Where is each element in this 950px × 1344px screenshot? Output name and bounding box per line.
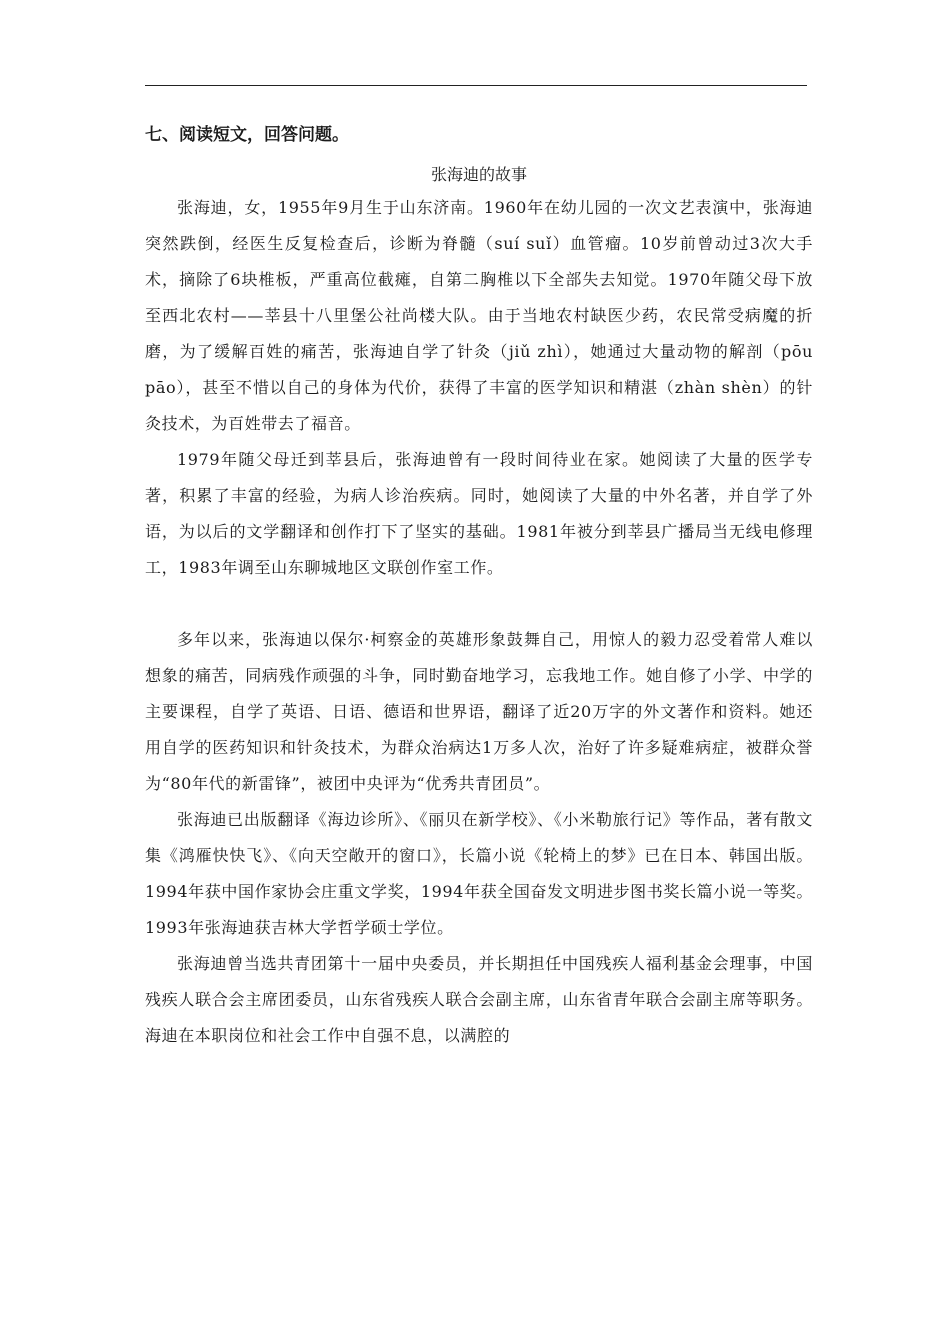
story-paragraph: 张海迪，女，1955年9月生于山东济南。1960年在幼儿园的一次文艺表演中，张海迪突然跌倒，经医生反复检查后，诊断为脊髓（suí suǐ）血管瘤。10岁前曾动过3次大手术，摘除了6块椎板，严重高位截瘫，自第二胸椎以下全部失去知觉。1970年随父母下放至西北农村——莘县十八里堡公社尚楼大队。由于当地农村缺医少药，农民常受病魔的折磨，为了缓解百姓的痛苦，张海迪自学了针灸（jiǔ zhì），她通过大量动物的解剖（pōu pāo），甚至不惜以自己的身体为代价，获得了丰富的医学知识和精湛（zhàn shèn）的针灸技术，为百姓带去了福音。: [145, 198, 813, 433]
story-paragraph: 张海迪曾当选共青团第十一届中央委员，并长期担任中国残疾人福利基金会理事，中国残疾人联合会主席团委员，山东省残疾人联合会副主席，山东省青年联合会副主席等职务。海迪在本职岗位和社会工作中自强不息，以满腔的: [145, 954, 813, 1045]
story-paragraph: 1979年随父母迁到莘县后，张海迪曾有一段时间待业在家。她阅读了大量的医学专著，积累了丰富的经验，为病人诊治疾病。同时，她阅读了大量的中外名著，并自学了外语，为以后的文学翻译和创作打下了坚实的基础。1981年被分到莘县广播局当无线电修理工，1983年调至山东聊城地区文联创作室工作。: [145, 450, 813, 577]
story-paragraph: 多年以来，张海迪以保尔·柯察金的英雄形象鼓舞自己，用惊人的毅力忍受着常人难以想象的痛苦，同病残作顽强的斗争，同时勤奋地学习，忘我地工作。她自修了小学、中学的主要课程，自学了英语、日语、德语和世界语，翻译了近20万字的外文著作和资料。她还用自学的医药知识和针灸技术，为群众治病达1万多人次，治好了许多疑难病症，被群众誉为“80年代的新雷锋”，被团中央评为“优秀共青团员”。: [145, 630, 813, 793]
paragraph-gap: [145, 586, 813, 622]
story-title: 张海迪的故事: [430, 165, 527, 184]
section-heading: 七、阅读短文，回答问题。: [145, 125, 349, 145]
story-paragraph: 张海迪已出版翻译《海边诊所》、《丽贝在新学校》、《小米勒旅行记》等作品，著有散文集《鸿雁快快飞》、《向天空敞开的窗口》，长篇小说《轮椅上的梦》已在日本、韩国出版。1994年获中国作家协会庄重文学奖，1994年获全国奋发文明进步图书奖长篇小说一等奖。1993年张海迪获吉林大学哲学硕士学位。: [145, 810, 813, 937]
document-body: [145, 120, 813, 1054]
header-rule: [145, 85, 807, 86]
